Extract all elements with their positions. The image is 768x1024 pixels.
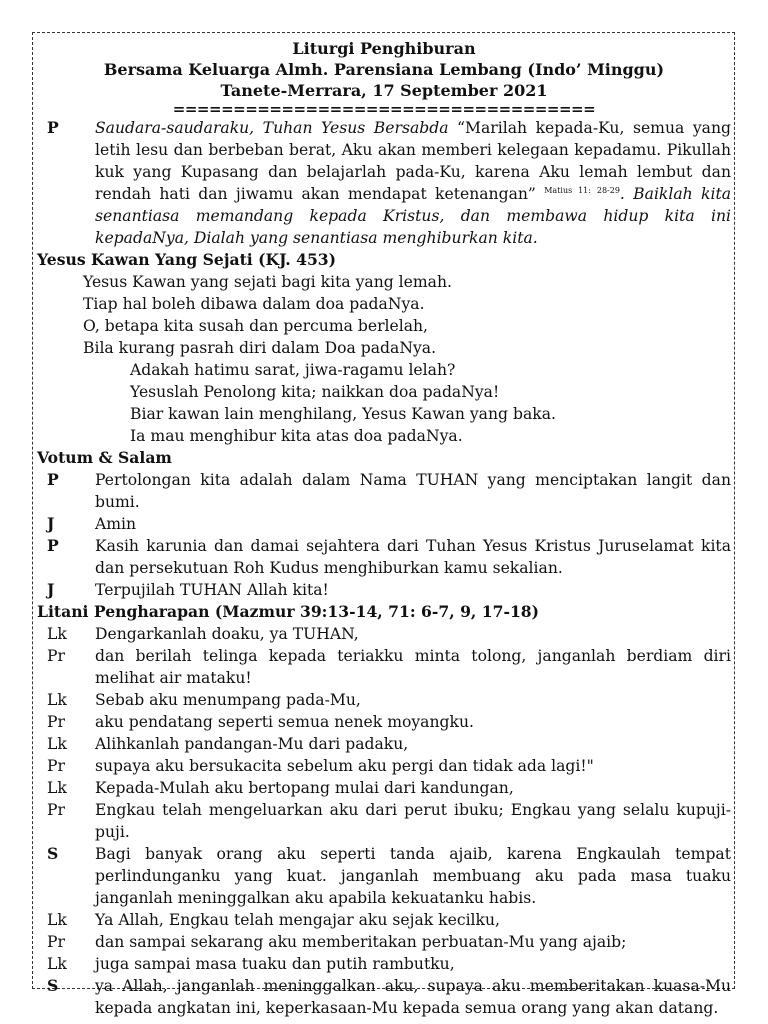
litani-text: Alihkanlah pandangan-Mu dari padaku, bbox=[95, 735, 409, 753]
liturgy-document bbox=[37, 38, 731, 1019]
speaker-label: Pr bbox=[47, 801, 65, 819]
hymn-title: Yesus Kawan Yang Sejati (KJ. 453) bbox=[37, 250, 337, 269]
speaker-label: J bbox=[47, 514, 55, 533]
litani-line bbox=[37, 843, 731, 909]
speaker-label: Lk bbox=[47, 691, 67, 709]
document-title: Liturgi Penghiburan bbox=[292, 39, 476, 58]
document-subtitle: Bersama Keluarga Almh. Parensiana Lembang (Indo’ Minggu) bbox=[103, 60, 665, 79]
speaker-label: Lk bbox=[47, 955, 67, 973]
speaker-label: Pr bbox=[47, 647, 65, 665]
litani-text: aku pendatang seperti semua nenek moyangku. bbox=[95, 713, 474, 731]
votum-text: Kasih karunia dan damai sejahtera dari Tuhan Yesus Kristus Juruselamat kita dan persekutuan Roh Kudus menghiburkan kamu sekalian. bbox=[95, 537, 731, 577]
intro-close: . Baiklah kita senantiasa memandang kepada Kristus, dan membawa hidup kita ini kepadaNya, Dialah yang senantiasa menghiburkan kita. bbox=[95, 185, 732, 247]
litani-line bbox=[37, 777, 731, 799]
votum-text: Pertolongan kita adalah dalam Nama TUHAN yang menciptakan langit dan bumi. bbox=[95, 471, 731, 511]
litani-line bbox=[37, 953, 731, 975]
litani-text: Bagi banyak orang aku seperti tanda ajaib, karena Engkaulah tempat perlindunganku yang kuat. janganlah membuang aku pada masa tuaku janganlah meninggalkan aku apabila kekuatanku habis. bbox=[95, 845, 731, 907]
intro-lead: Saudara-saudaraku, Tuhan Yesus Bersabda bbox=[95, 119, 449, 137]
litani-line bbox=[37, 645, 731, 689]
litani-text: Engkau telah mengeluarkan aku dari perut ibuku; Engkau yang selalu kupuji-puji. bbox=[95, 801, 731, 841]
speaker-label: J bbox=[47, 580, 55, 599]
speaker-label: Pr bbox=[47, 933, 65, 951]
speaker-label: P bbox=[47, 118, 59, 137]
litani-line bbox=[37, 623, 731, 645]
votum-text: Amin bbox=[95, 515, 137, 533]
litani-text: Sebab aku menumpang pada-Mu, bbox=[95, 691, 361, 709]
litani-text: juga sampai masa tuaku dan putih rambutku, bbox=[95, 955, 455, 973]
hymn-refrain-line: Ia mau menghibur kita atas doa padaNya. bbox=[130, 427, 463, 445]
place-date: Tanete-Merrara, 17 September 2021 bbox=[220, 81, 548, 100]
litani-text: Kepada-Mulah aku bertopang mulai dari kandungan, bbox=[95, 779, 514, 797]
intro-quote: “Marilah kepada-Ku, semua yang letih lesu dan berbeban berat, Aku akan memberi kelegaan kepadamu. Pikullah kuk yang Kupasang dan belajarlah pada-Ku, karena Aku lemah lembut dan rendah hati dan jiwamu akan mendapat ketenangan” bbox=[95, 119, 731, 203]
litani-line bbox=[37, 755, 731, 777]
scripture-reference: Matius 11: 28-29 bbox=[544, 185, 620, 195]
speaker-label: S bbox=[47, 844, 59, 863]
hymn-refrain-line: Adakah hatimu sarat, jiwa-ragamu lelah? bbox=[130, 361, 456, 379]
speaker-label: Lk bbox=[47, 625, 67, 643]
litani-title: Litani Pengharapan (Mazmur 39:13-14, 71: 6-7, 9, 17-18) bbox=[37, 602, 540, 621]
speaker-label: Lk bbox=[47, 779, 67, 797]
litani-text: Dengarkanlah doaku, ya TUHAN, bbox=[95, 625, 359, 643]
litani-text: dan sampai sekarang aku memberitakan perbuatan-Mu yang ajaib; bbox=[95, 933, 627, 951]
speaker-label: Lk bbox=[47, 735, 67, 753]
hymn-verse-line: Bila kurang pasrah diri dalam Doa padaNya. bbox=[83, 339, 437, 357]
litani-text: supaya aku bersukacita sebelum aku pergi dan tidak ada lagi!" bbox=[95, 757, 594, 775]
votum-line bbox=[37, 469, 731, 513]
speaker-label: P bbox=[47, 536, 59, 555]
votum-line bbox=[37, 535, 731, 579]
litani-line bbox=[37, 909, 731, 931]
litani-line bbox=[37, 975, 731, 1019]
speaker-label: Pr bbox=[47, 757, 65, 775]
hymn-verse-line: Tiap hal boleh dibawa dalam doa padaNya. bbox=[83, 295, 425, 313]
speaker-label: Pr bbox=[47, 713, 65, 731]
litani-line bbox=[37, 711, 731, 733]
litani-line bbox=[37, 799, 731, 843]
votum-line bbox=[37, 579, 731, 601]
litani-line bbox=[37, 733, 731, 755]
speaker-label: P bbox=[47, 470, 59, 489]
intro-row bbox=[37, 117, 731, 249]
litani-text: dan berilah telinga kepada teriakku minta tolong, janganlah berdiam diri melihat air mataku! bbox=[95, 647, 731, 687]
speaker-label: S bbox=[47, 976, 59, 995]
hymn-refrain-line: Biar kawan lain menghilang, Yesus Kawan yang baka. bbox=[130, 405, 556, 423]
separator-line: =================================== bbox=[172, 100, 596, 118]
votum-line bbox=[37, 513, 731, 535]
litani-text: ya Allah, janganlah meninggalkan aku, supaya aku memberitakan kuasa-Mu kepada angkatan ini, keperkasaan-Mu kepada semua orang yang akan datang. bbox=[95, 977, 731, 1017]
hymn-verse-line: O, betapa kita susah dan percuma berlelah, bbox=[83, 317, 429, 335]
hymn-refrain-line: Yesuslah Penolong kita; naikkan doa padaNya! bbox=[130, 383, 500, 401]
hymn-verse-line: Yesus Kawan yang sejati bagi kita yang lemah. bbox=[83, 273, 452, 291]
votum-title: Votum & Salam bbox=[37, 448, 172, 467]
speaker-label: Lk bbox=[47, 911, 67, 929]
intro-text bbox=[95, 117, 731, 249]
litani-line bbox=[37, 689, 731, 711]
votum-text: Terpujilah TUHAN Allah kita! bbox=[95, 581, 329, 599]
litani-line bbox=[37, 931, 731, 953]
litani-text: Ya Allah, Engkau telah mengajar aku sejak kecilku, bbox=[95, 911, 500, 929]
